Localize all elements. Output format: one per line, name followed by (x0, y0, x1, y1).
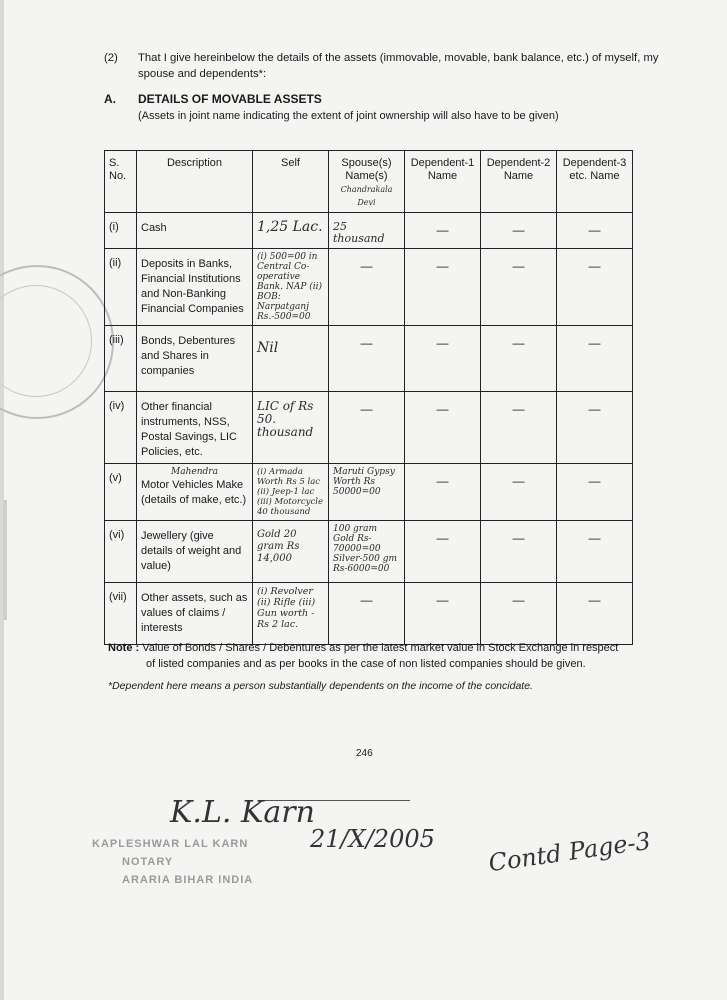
footnote: *Dependent here means a person substantially dependents on the income of the concidate. (108, 680, 533, 692)
row-description: Jewellery (give details of weight and value) (137, 521, 253, 583)
row-self: Nil (253, 326, 329, 392)
intro-text: That I give hereinbelow the details of the assets (immovable, movable, bank balance, etc.) of myself, my spouse and dependents*: (138, 52, 659, 80)
table-row (105, 392, 633, 464)
signed-date: 21/X/2005 (310, 825, 435, 853)
row-description: Bonds, Debentures and Shares in companies (137, 326, 253, 392)
row-dependent-2: — (481, 392, 557, 464)
row-dependent-3: — (557, 326, 633, 392)
row-spouse: 25 thousand (329, 213, 405, 249)
table-row (105, 326, 633, 392)
row-sno: (vii) (105, 583, 137, 645)
stamp-line-2: NOTARY (122, 856, 174, 868)
header-dependent-3: Dependent-3 etc. Name (557, 151, 633, 213)
row-sno: (vi) (105, 521, 137, 583)
row-self: (i) Revolver (ii) Rifle (iii) Gun worth - Rs 2 lac. (253, 583, 329, 645)
row-sno: (i) (105, 213, 137, 249)
header-self: Self (253, 151, 329, 213)
note-line-2: of listed companies and as per books in the case of non listed companies should be given. (146, 658, 586, 670)
row-spouse: 100 gram Gold Rs-70000=00 Silver-500 gm Rs-6000=00 (329, 521, 405, 583)
row-dependent-1: — (405, 249, 481, 326)
header-spouse-label: Spouse(s) Name(s) (341, 157, 392, 182)
note-label: Note : (108, 642, 140, 654)
vehicle-make-note: Mahendra (171, 467, 218, 477)
row-dependent-2: — (481, 249, 557, 326)
row-self: (i) 500=00 in Central Co-operative Bank. NAP (ii) BOB: Narpatganj Rs.-500=00 (253, 249, 329, 326)
row-description: Cash (137, 213, 253, 249)
header-spouse (329, 151, 405, 213)
row-dependent-1: — (405, 583, 481, 645)
row-self: 1,25 Lac. (253, 213, 329, 249)
row-spouse: — (329, 583, 405, 645)
header-dependent-2: Dependent-2 Name (481, 151, 557, 213)
punch-mark (3, 500, 7, 620)
row-dependent-2: — (481, 464, 557, 521)
table-row (105, 249, 633, 326)
row-dependent-1: — (405, 326, 481, 392)
row-dependent-3: — (557, 583, 633, 645)
row-description: Motor Vehicles Make (details of make, etc.) (141, 479, 247, 506)
stamp-line-1: KAPLESHWAR LAL KARN (92, 838, 249, 850)
page-number: 246 (356, 748, 373, 759)
row-description: Other assets, such as values of claims / interests (137, 583, 253, 645)
section-title: DETAILS OF MOVABLE ASSETS (138, 92, 322, 106)
signature: K.L. Karn (170, 795, 315, 830)
row-sno: (iii) (105, 326, 137, 392)
row-dependent-2: — (481, 213, 557, 249)
table-row (105, 464, 633, 521)
row-self: Gold 20 gram Rs 14,000 (253, 521, 329, 583)
row-spouse: — (329, 326, 405, 392)
row-self: (i) Armada Worth Rs 5 lac (ii) Jeep-1 lac (iii) Motorcycle 40 thousand (253, 464, 329, 521)
row-spouse: Maruti Gypsy Worth Rs 50000=00 (329, 464, 405, 521)
table-row (105, 213, 633, 249)
row-description: Deposits in Banks, Financial Institutions and Non-Banking Financial Companies (137, 249, 253, 326)
row-dependent-3: — (557, 213, 633, 249)
stamp-line-3: ARARIA BIHAR INDIA (122, 874, 254, 886)
table-row (105, 583, 633, 645)
intro-number: (2) (104, 52, 118, 64)
table-header-row (105, 151, 633, 213)
note-block (108, 640, 668, 672)
row-dependent-3: — (557, 249, 633, 326)
spouse-name-handwritten: Chandrakala Devi (340, 185, 393, 207)
row-dependent-2: — (481, 326, 557, 392)
row-description-cell (137, 464, 253, 521)
header-sno: S. No. (105, 151, 137, 213)
row-sno: (ii) (105, 249, 137, 326)
section-letter: A. (104, 92, 116, 106)
section-subtitle: (Assets in joint name indicating the extent of joint ownership will also have to be given) (138, 110, 559, 122)
row-dependent-1: — (405, 521, 481, 583)
header-description: Description (137, 151, 253, 213)
row-dependent-1: — (405, 392, 481, 464)
row-sno: (iv) (105, 392, 137, 464)
row-dependent-3: — (557, 521, 633, 583)
row-description: Other financial instruments, NSS, Postal Savings, LIC Policies, etc. (137, 392, 253, 464)
row-dependent-2: — (481, 583, 557, 645)
header-dependent-1: Dependent-1 Name (405, 151, 481, 213)
row-spouse: — (329, 249, 405, 326)
row-dependent-1: — (405, 464, 481, 521)
table-row (105, 521, 633, 583)
row-sno: (v) (105, 464, 137, 521)
note-line-1: Value of Bonds / Shares / Debentures as per the latest market value in Stock Exchange in respect (142, 642, 619, 654)
notary-stamp (92, 835, 253, 889)
row-spouse: — (329, 392, 405, 464)
row-dependent-3: — (557, 392, 633, 464)
row-dependent-3: — (557, 464, 633, 521)
continued-note: Contd Page-3 (486, 826, 653, 878)
row-dependent-1: — (405, 213, 481, 249)
row-self: LIC of Rs 50. thousand (253, 392, 329, 464)
movable-assets-table (104, 150, 633, 645)
row-dependent-2: — (481, 521, 557, 583)
